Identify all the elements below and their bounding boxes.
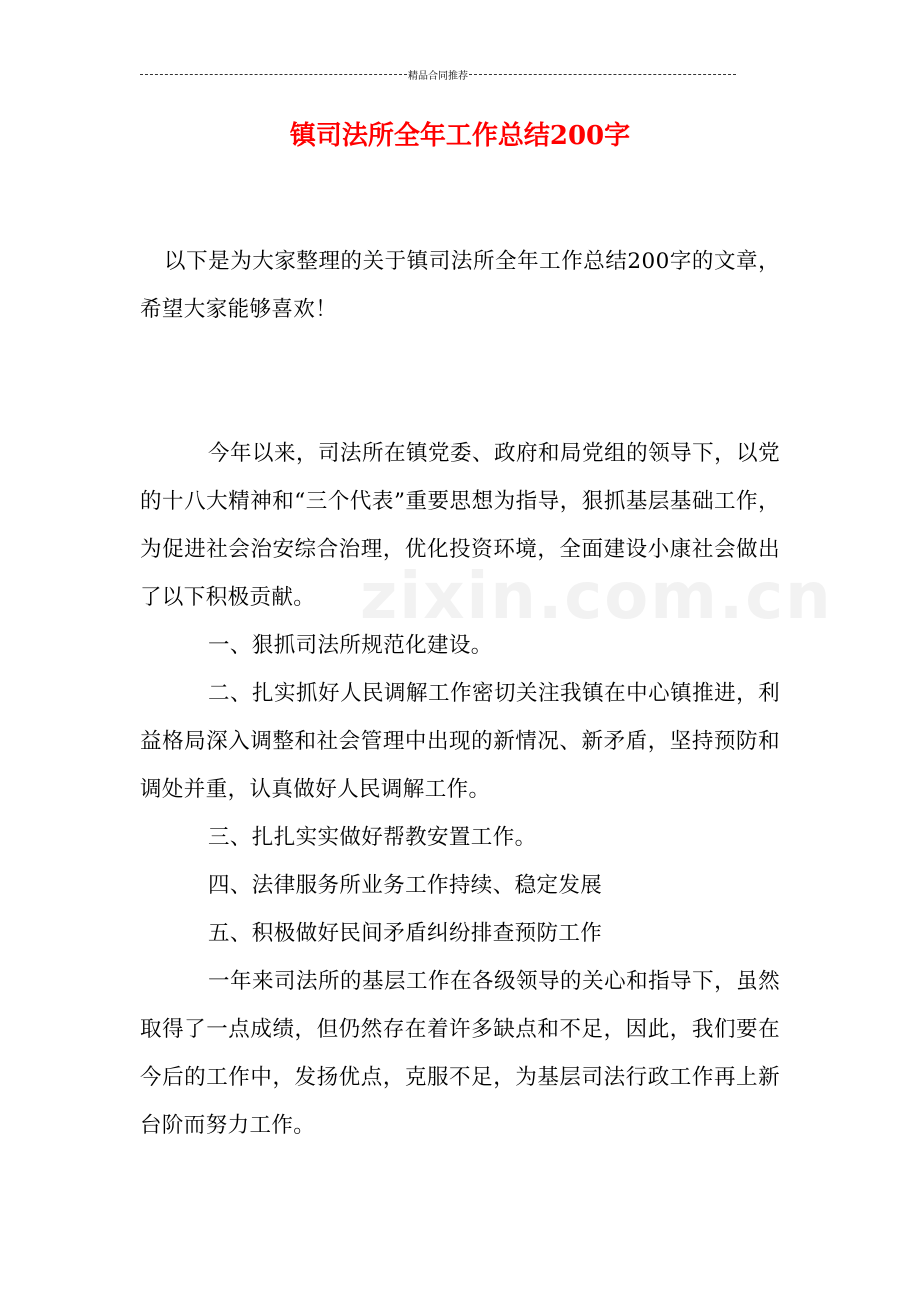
section-heading-2: 二、扎实抓好人民调解工作密切关注我镇在中心镇推进，利益格局深入调整和社会管理中出现的新情况、新矛盾，坚持预防和调处并重，认真做好人民调解工作。: [140, 681, 780, 802]
section-heading-4: 四、法律服务所业务工作持续、稳定发展: [208, 873, 603, 898]
document-title: 镇司法所全年工作总结200字: [289, 121, 631, 151]
section-heading-3: 三、扎扎实实做好帮教安置工作。: [208, 825, 537, 850]
paragraph-gap: [140, 334, 780, 430]
header-dash-right: [469, 74, 736, 75]
section-heading-1: 一、狠抓司法所规范化建设。: [208, 633, 493, 658]
document-body: [140, 238, 780, 1150]
body-paragraph-closing: 一年来司法所的基层工作在各级领导的关心和指导下，虽然取得了一点成绩，但仍然存在着许多缺点和不足，因此，我们要在今后的工作中，发扬优点，克服不足，为基层司法行政工作再上新台阶而努力工作。: [140, 969, 780, 1138]
intro-paragraph: 以下是为大家整理的关于镇司法所全年工作总结200字的文章，希望大家能够喜欢！: [140, 249, 780, 322]
body-paragraph-opening: 今年以来，司法所在镇党委、政府和局党组的领导下，以党的十八大精神和“三个代表”重要思想为指导，狠抓基层基础工作，为促进社会治安综合治理，优化投资环境，全面建设小康社会做出了以下积极贡献。: [140, 441, 780, 610]
watermark: zixin.com.cn: [360, 560, 833, 634]
section-heading-5: 五、积极做好民间矛盾纠纷排查预防工作: [208, 921, 603, 946]
header-label: 精品合同推荐: [408, 70, 468, 82]
page-header: [140, 64, 736, 84]
header-dash-left: [140, 74, 407, 75]
